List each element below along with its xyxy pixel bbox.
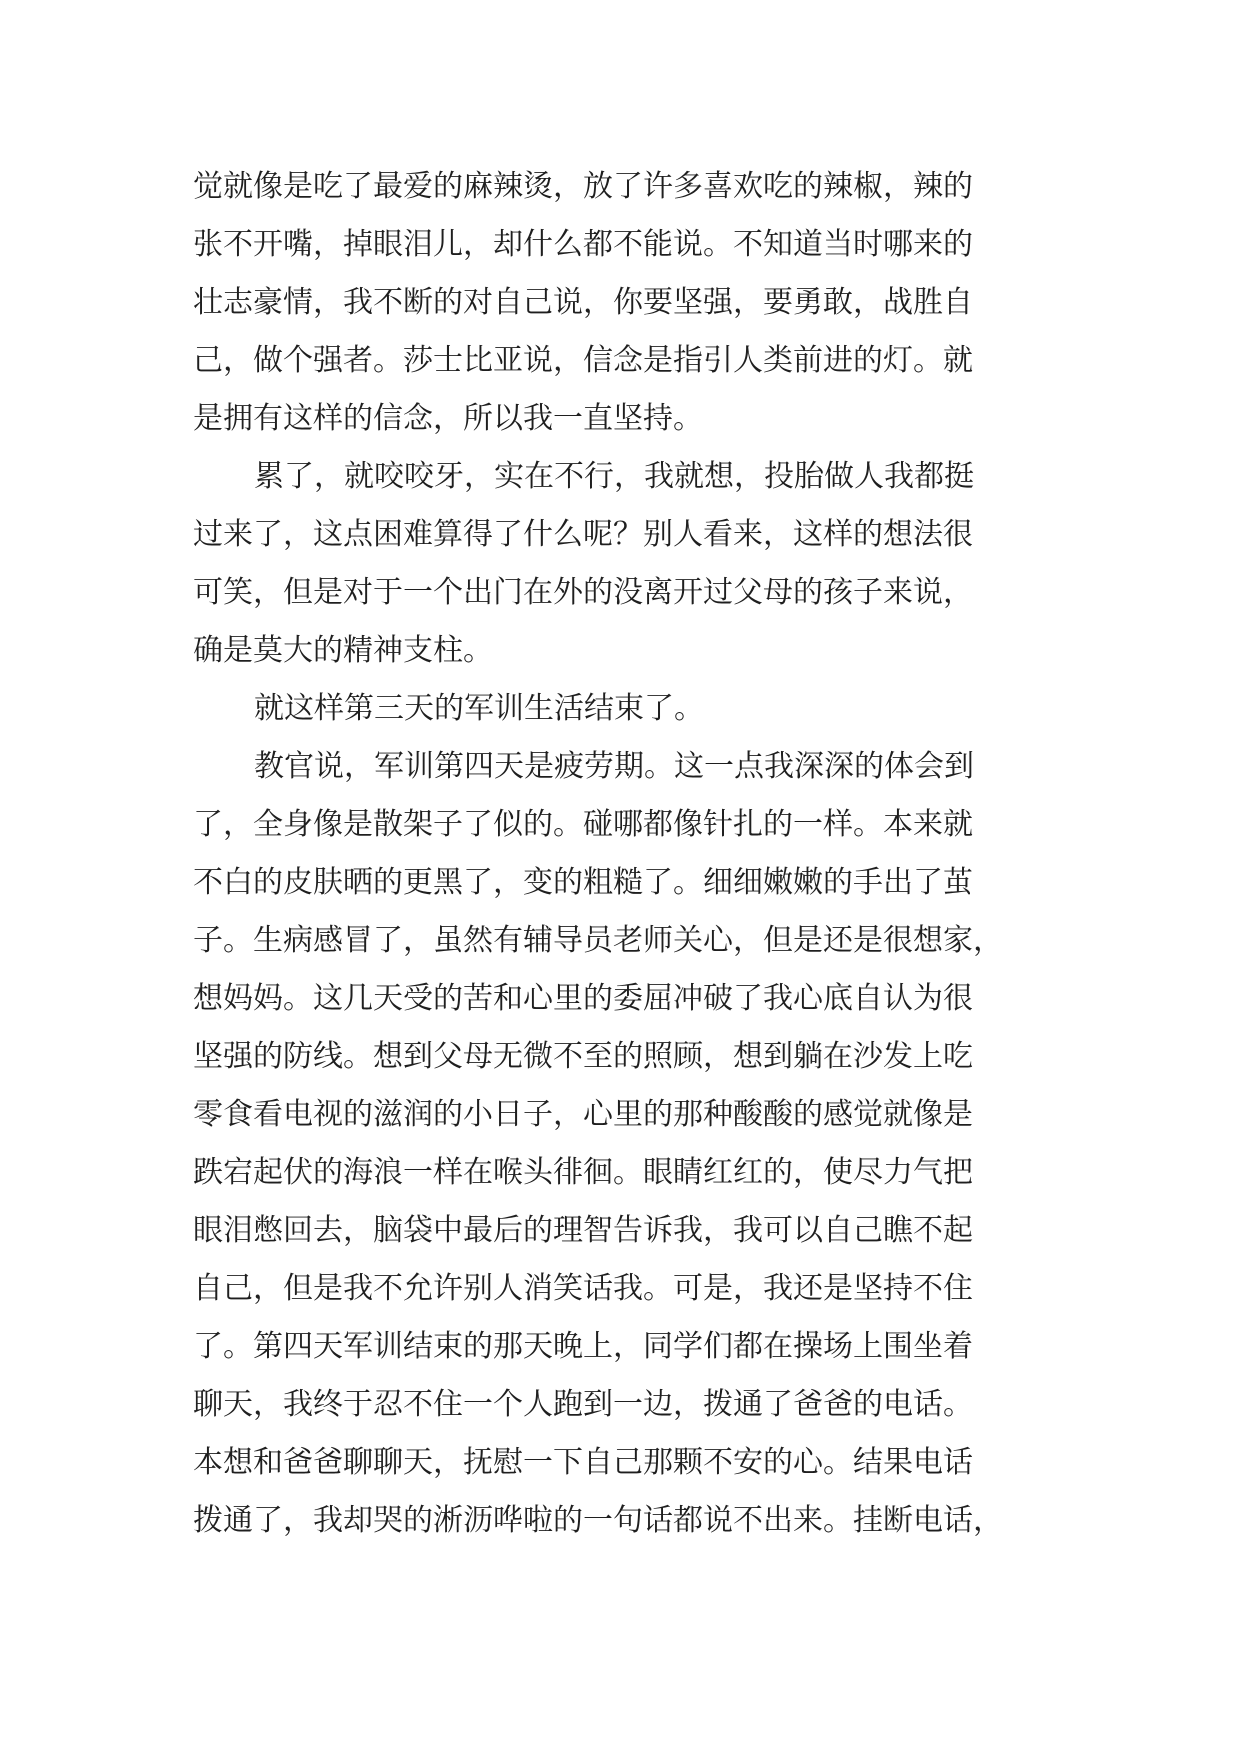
text-line: 坚强的防线。想到父母无微不至的照顾，想到躺在沙发上吃 bbox=[193, 1039, 973, 1074]
text-line: 确是莫大的精神支柱。 bbox=[193, 633, 493, 668]
text-line: 了。第四天军训结束的那天晚上，同学们都在操场上围坐着 bbox=[193, 1329, 973, 1364]
paragraph bbox=[193, 680, 1073, 738]
text-line: 拨通了，我却哭的淅沥哗啦的一句话都说不出来。挂断电话， bbox=[193, 1503, 1003, 1538]
text-line: 了，全身像是散架子了似的。碰哪都像针扎的一样。本来就 bbox=[193, 807, 973, 842]
paragraph bbox=[193, 158, 1073, 448]
text-line: 觉就像是吃了最爱的麻辣烫，放了许多喜欢吃的辣椒，辣的 bbox=[193, 169, 973, 204]
text-line: 可笑，但是对于一个出门在外的没离开过父母的孩子来说， bbox=[193, 575, 973, 610]
body-text bbox=[193, 158, 1073, 1550]
text-line: 自己，但是我不允许别人消笑话我。可是，我还是坚持不住 bbox=[193, 1271, 973, 1306]
text-line: 张不开嘴，掉眼泪儿，却什么都不能说。不知道当时哪来的 bbox=[193, 227, 973, 262]
text-line: 教官说，军训第四天是疲劳期。这一点我深深的体会到 bbox=[254, 749, 974, 784]
paragraph bbox=[193, 738, 1073, 1550]
text-line: 是拥有这样的信念，所以我一直坚持。 bbox=[193, 401, 703, 436]
text-line: 壮志豪情，我不断的对自己说，你要坚强，要勇敢，战胜自 bbox=[193, 285, 973, 320]
text-line: 想妈妈。这几天受的苦和心里的委屈冲破了我心底自认为很 bbox=[193, 981, 973, 1016]
paragraph bbox=[193, 448, 1073, 680]
text-line: 累了，就咬咬牙，实在不行，我就想，投胎做人我都挺 bbox=[254, 459, 974, 494]
text-line: 眼泪憋回去，脑袋中最后的理智告诉我，我可以自己瞧不起 bbox=[193, 1213, 973, 1248]
text-line: 子。生病感冒了，虽然有辅导员老师关心，但是还是很想家， bbox=[193, 923, 1003, 958]
text-line: 跌宕起伏的海浪一样在喉头徘徊。眼睛红红的，使尽力气把 bbox=[193, 1155, 973, 1190]
text-line: 零食看电视的滋润的小日子，心里的那种酸酸的感觉就像是 bbox=[193, 1097, 973, 1132]
text-line: 过来了，这点困难算得了什么呢？别人看来，这样的想法很 bbox=[193, 517, 973, 552]
text-line: 不白的皮肤晒的更黑了，变的粗糙了。细细嫩嫩的手出了茧 bbox=[193, 865, 973, 900]
text-line: 就这样第三天的军训生活结束了。 bbox=[254, 691, 704, 726]
text-line: 聊天，我终于忍不住一个人跑到一边，拨通了爸爸的电话。 bbox=[193, 1387, 973, 1422]
text-line: 己，做个强者。莎士比亚说，信念是指引人类前进的灯。就 bbox=[193, 343, 973, 378]
text-line: 本想和爸爸聊聊天，抚慰一下自己那颗不安的心。结果电话 bbox=[193, 1445, 973, 1480]
